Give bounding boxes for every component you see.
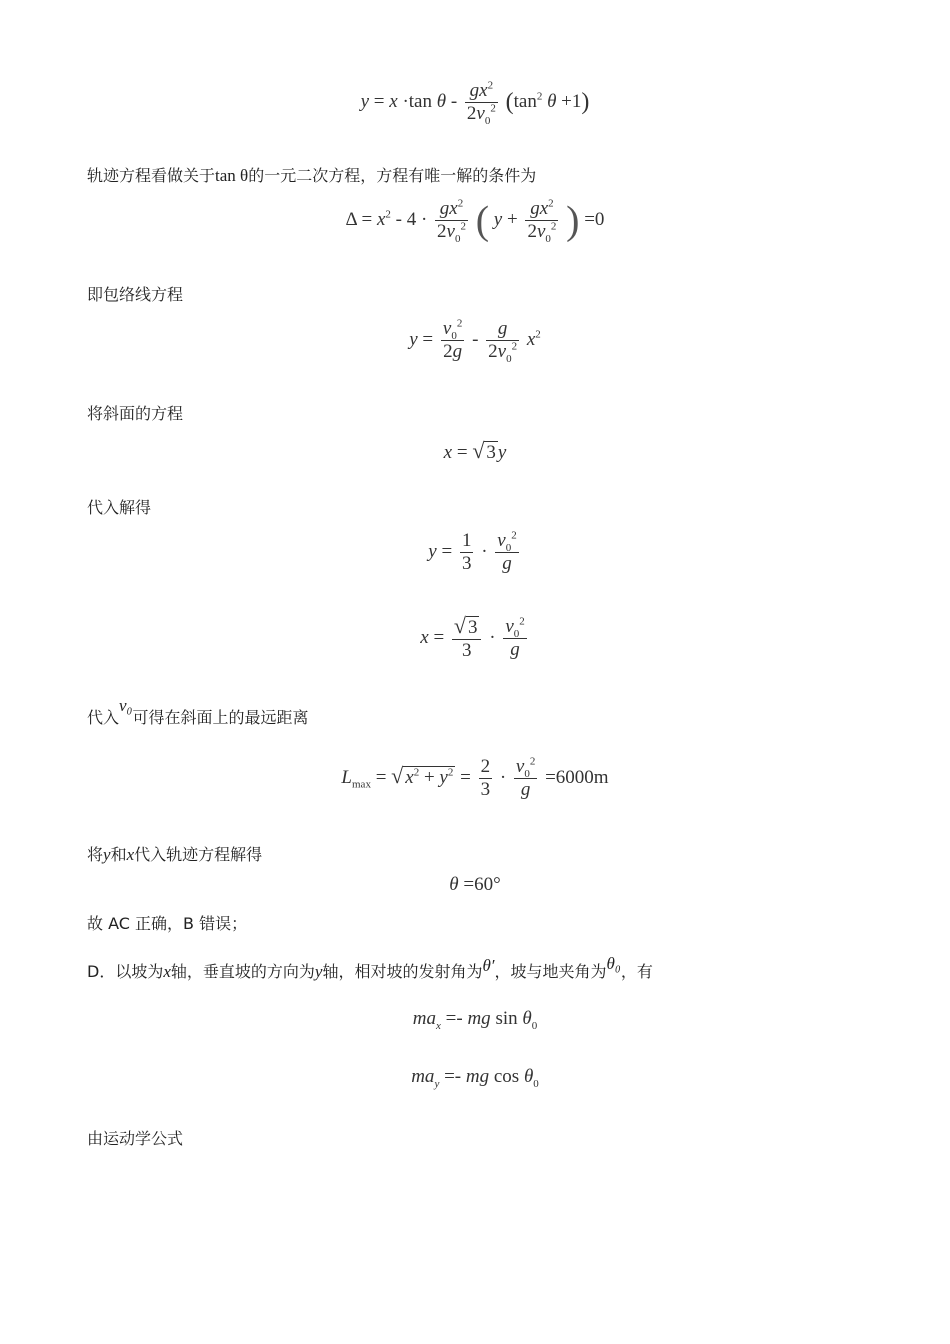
equation-envelope: y = $\frac{v_0^2}{2g}$ - $\frac{g}{2v_0^2}$ $x^2$: [409, 317, 541, 365]
text-line-2: 即包络线方程: [87, 285, 184, 304]
equation-trajectory: y = x ·tan θ - $\frac{gx^2}{2v_0^2}$ ($\tan^2$ θ +1): [360, 79, 590, 127]
text-line-3: 将斜面的方程: [87, 404, 184, 423]
equation-acceleration-x: $ma_x$ =- mg $\sin \theta_0$: [412, 1008, 538, 1032]
text-line-7: 故 AC 正确，B 错误；: [87, 914, 248, 933]
equation-theta: θ =60°: [449, 874, 501, 895]
equation-max-distance: $L_{max}$ = √ $x^2 + y^2$ = $\frac{2}{3}$ · $\frac{v_0^2}{g}$ =6000m: [341, 755, 609, 800]
text-line-4: 代入解得: [87, 498, 152, 517]
equation-y-solution: y = $\frac{1}{3}$ · $\frac{v_0^2}{g}$: [428, 529, 517, 574]
text-line-6: 将y和x代入轨迹方程解得: [87, 845, 263, 864]
equation-acceleration-y: $ma_y$ =- mg $\cos \theta_0$: [411, 1066, 539, 1090]
text-line-5: 代入v₀可得在斜面上的最远距离: [87, 696, 309, 727]
equation-slope: x = √ 3 y: [443, 438, 507, 463]
text-line-1: 轨迹方程看做关于tan θ的一元二次方程，方程有唯一解的条件为: [87, 166, 537, 185]
equation-x-solution: x = $\frac{√ 3}{3}$ · $\frac{v_0^2}{g}$: [420, 613, 525, 661]
equation-discriminant: $\Delta = x^2 - 4$ · $\frac{gx^2}{2v_0^2}$ ( y + $\frac{gx^2}{2v_0^2}$ ) =0: [345, 197, 605, 245]
text-line-9: 由运动学公式: [87, 1129, 184, 1148]
text-line-8: D．以坡为x轴，垂直坡的方向为y轴，相对坡的发射角为θ′，坡与地夹角为θ₀，有: [87, 954, 653, 981]
